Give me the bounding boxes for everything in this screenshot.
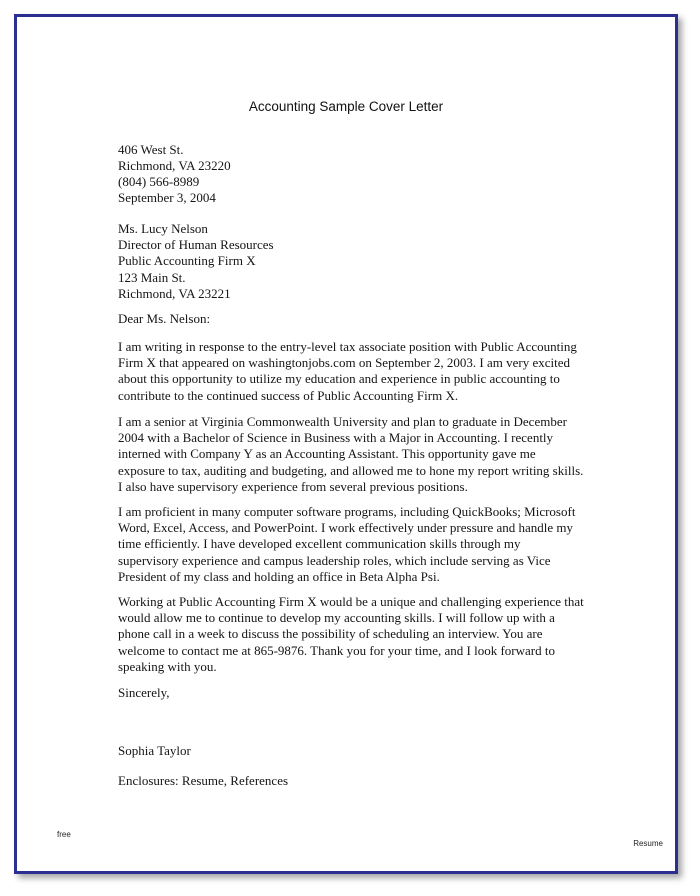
paragraph-line: would allow me to continue to develop my accounting skills. I will follow up with a	[118, 610, 555, 626]
paragraph-line: exposure to tax, auditing and budgeting, and allowed me to hone my report writing skills.	[118, 462, 584, 478]
sender-address-line: (804) 566-8989	[118, 174, 200, 190]
salutation-text: Dear Ms. Nelson:	[118, 311, 211, 326]
paragraph-line: President of my class and holding an office in Beta Alpha Psi.	[118, 568, 440, 584]
paragraph-line: I am writing in response to the entry-level tax associate position with Public Accounting	[118, 339, 577, 354]
paragraph-line: Working at Public Accounting Firm X would be a unique and challenging experience that	[118, 594, 584, 609]
recipient-line: 123 Main St.	[118, 269, 186, 285]
paragraph-line: time efficiently. I have developed excellent communication skills through my	[118, 536, 521, 552]
paragraph-line: I am proficient in many computer software programs, including QuickBooks; Microsoft	[118, 504, 576, 519]
recipient-line: Richmond, VA 23221	[118, 285, 231, 301]
paragraph-line: speaking with you.	[118, 658, 217, 674]
paragraph-line: 2004 with a Bachelor of Science in Business with a Major in Accounting. I recently	[118, 430, 554, 446]
paragraph-line: Firm X that appeared on washingtonjobs.com on September 2, 2003. I am very excited	[118, 355, 571, 371]
recipient-address	[118, 221, 588, 302]
paragraph-line: interned with Company Y as an Accounting Assistant. This opportunity gave me	[118, 446, 536, 462]
signature-name-text: Sophia Taylor	[118, 743, 191, 758]
paragraph-line: Word, Excel, Access, and PowerPoint. I work effectively under pressure and handle my	[118, 520, 574, 536]
footer-free-label: free	[57, 830, 71, 839]
enclosures	[118, 773, 588, 789]
letter-date-text: September 3, 2004	[118, 190, 216, 205]
document-frame	[14, 14, 678, 874]
closing	[118, 685, 588, 701]
letter-page	[17, 17, 675, 871]
salutation	[118, 311, 588, 327]
paragraph-1	[118, 339, 588, 404]
enclosures-text: Enclosures: Resume, References	[118, 773, 289, 788]
paragraph-line: I also have supervisory experience from several previous positions.	[118, 478, 468, 494]
sender-address-line: Richmond, VA 23220	[118, 158, 231, 174]
closing-text: Sincerely,	[118, 685, 170, 700]
footer-resume-label: Resume	[633, 839, 663, 848]
paragraph-3	[118, 504, 588, 585]
letter-date	[118, 190, 588, 206]
sender-address-line: 406 West St.	[118, 142, 184, 157]
paragraph-4	[118, 594, 588, 675]
paragraph-line: I am a senior at Virginia Commonwealth University and plan to graduate in December	[118, 414, 567, 429]
recipient-line: Director of Human Resources	[118, 237, 274, 253]
recipient-line: Public Accounting Firm X	[118, 253, 256, 269]
document-title: Accounting Sample Cover Letter	[248, 99, 444, 114]
paragraph-2	[118, 414, 588, 495]
paragraph-line: welcome to contact me at 865-9876. Thank you for your time, and I look forward to	[118, 642, 555, 658]
paragraph-line: about this opportunity to utilize my education and experience in public accounting to	[118, 371, 560, 387]
paragraph-line: supervisory experience and campus leadership roles, which include serving as Vice	[118, 552, 551, 568]
paragraph-line: phone call in a week to discuss the possibility of scheduling an interview. You are	[118, 626, 543, 642]
recipient-line: Ms. Lucy Nelson	[118, 221, 208, 236]
sender-address	[118, 142, 588, 191]
signature-name	[118, 743, 588, 759]
paragraph-line: contribute to the continued success of Public Accounting Firm X.	[118, 387, 459, 403]
